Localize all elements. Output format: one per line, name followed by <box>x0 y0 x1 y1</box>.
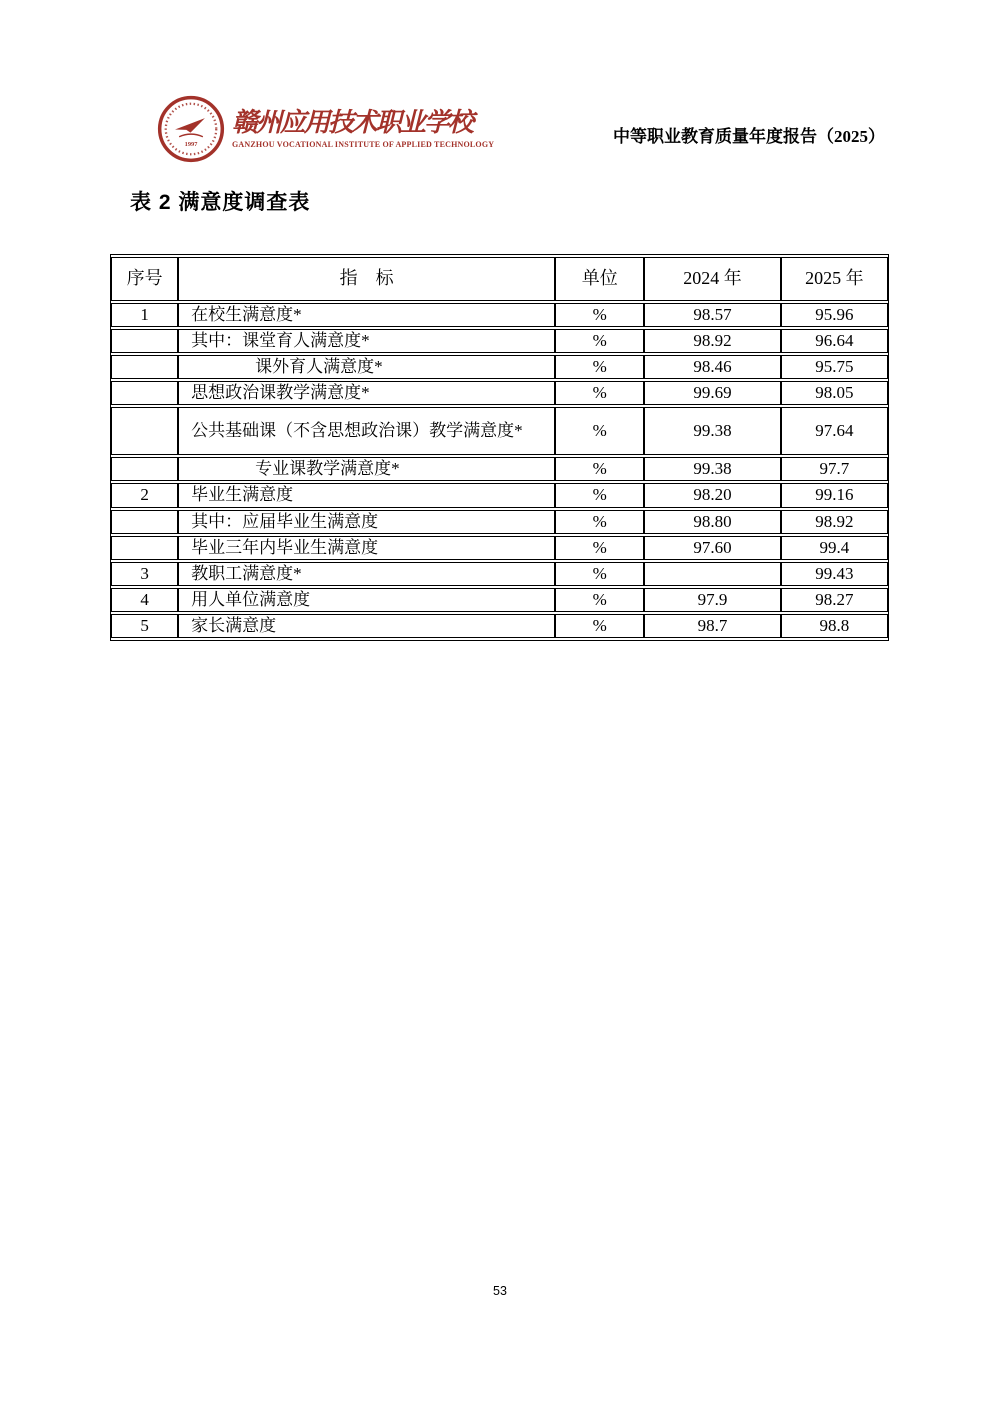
row-number-cell <box>111 355 178 379</box>
column-header-indicator: 指 标 <box>178 257 555 301</box>
table-row <box>111 536 888 560</box>
table-row <box>111 355 888 379</box>
table-title: 表 2 满意度调查表 <box>130 191 311 214</box>
indicator-cell: 公共基础课（不含思想政治课）教学满意度* <box>178 407 555 455</box>
value-2025-cell: 99.43 <box>781 562 888 586</box>
value-2024-cell: 98.80 <box>644 510 780 534</box>
row-number-cell: 3 <box>111 562 178 586</box>
value-2025-cell: 99.4 <box>781 536 888 560</box>
unit-cell: % <box>555 303 644 327</box>
unit-cell: % <box>555 381 644 405</box>
value-2025-cell: 98.27 <box>781 588 888 612</box>
unit-cell: % <box>555 457 644 481</box>
indicator-cell: 毕业三年内毕业生满意度 <box>178 536 555 560</box>
row-number-cell <box>111 381 178 405</box>
row-number-cell: 2 <box>111 483 178 507</box>
row-number-cell: 5 <box>111 614 178 638</box>
row-number-cell: 4 <box>111 588 178 612</box>
unit-cell: % <box>555 355 644 379</box>
value-2024-cell: 98.57 <box>644 303 780 327</box>
unit-cell: % <box>555 483 644 507</box>
value-2025-cell: 95.75 <box>781 355 888 379</box>
table-row <box>111 457 888 481</box>
indicator-cell: 课外育人满意度* <box>178 355 555 379</box>
value-2024-cell: 98.7 <box>644 614 780 638</box>
indicator-cell: 其中：课堂育人满意度* <box>178 329 555 353</box>
table-row <box>111 614 888 638</box>
table-body <box>111 303 888 638</box>
value-2024-cell: 99.38 <box>644 407 780 455</box>
indicator-cell: 其中：应届毕业生满意度 <box>178 510 555 534</box>
row-number-cell <box>111 510 178 534</box>
value-2024-cell: 97.9 <box>644 588 780 612</box>
table-header-row <box>111 257 888 301</box>
column-header-no: 序号 <box>111 257 178 301</box>
indicator-cell: 专业课教学满意度* <box>178 457 555 481</box>
table-row <box>111 562 888 586</box>
unit-cell: % <box>555 588 644 612</box>
value-2024-cell: 99.69 <box>644 381 780 405</box>
unit-cell: % <box>555 614 644 638</box>
value-2025-cell: 95.96 <box>781 303 888 327</box>
report-title: 中等职业教育质量年度报告（2025） <box>613 127 885 146</box>
table-row <box>111 329 888 353</box>
value-2025-cell: 97.64 <box>781 407 888 455</box>
indicator-cell: 家长满意度 <box>178 614 555 638</box>
satisfaction-survey-table <box>110 254 889 641</box>
column-header-unit: 单位 <box>555 257 644 301</box>
value-2025-cell: 97.7 <box>781 457 888 481</box>
school-name-en: GANZHOU VOCATIONAL INSTITUTE OF APPLIED TECHNOLOGY <box>232 139 495 149</box>
table-row <box>111 303 888 327</box>
school-seal-icon <box>157 95 225 163</box>
indicator-cell: 用人单位满意度 <box>178 588 555 612</box>
value-2025-cell: 98.92 <box>781 510 888 534</box>
table-row <box>111 407 888 455</box>
page-number: 53 <box>493 1284 507 1298</box>
value-2025-cell: 98.05 <box>781 381 888 405</box>
value-2025-cell: 98.8 <box>781 614 888 638</box>
school-name-zh: 赣州应用技术职业学校 <box>232 108 473 138</box>
unit-cell: % <box>555 329 644 353</box>
row-number-cell <box>111 536 178 560</box>
school-brand <box>157 95 495 163</box>
table-row <box>111 381 888 405</box>
value-2025-cell: 96.64 <box>781 329 888 353</box>
unit-cell: % <box>555 510 644 534</box>
indicator-cell: 教职工满意度* <box>178 562 555 586</box>
value-2024-cell: 98.20 <box>644 483 780 507</box>
value-2024-cell: 98.92 <box>644 329 780 353</box>
indicator-cell: 毕业生满意度 <box>178 483 555 507</box>
unit-cell: % <box>555 407 644 455</box>
indicator-cell: 思想政治课教学满意度* <box>178 381 555 405</box>
value-2025-cell: 99.16 <box>781 483 888 507</box>
row-number-cell <box>111 329 178 353</box>
column-header-2024: 2024 年 <box>644 257 780 301</box>
school-name-block <box>232 108 495 149</box>
value-2024-cell: 99.38 <box>644 457 780 481</box>
indicator-cell: 在校生满意度* <box>178 303 555 327</box>
unit-cell: % <box>555 536 644 560</box>
table-row <box>111 483 888 507</box>
value-2024-cell: 98.46 <box>644 355 780 379</box>
seal-year: 1997 <box>184 141 198 148</box>
row-number-cell <box>111 457 178 481</box>
value-2024-cell <box>644 562 780 586</box>
table-row <box>111 588 888 612</box>
row-number-cell <box>111 407 178 455</box>
row-number-cell: 1 <box>111 303 178 327</box>
value-2024-cell: 97.60 <box>644 536 780 560</box>
table-row <box>111 510 888 534</box>
unit-cell: % <box>555 562 644 586</box>
column-header-2025: 2025 年 <box>781 257 888 301</box>
